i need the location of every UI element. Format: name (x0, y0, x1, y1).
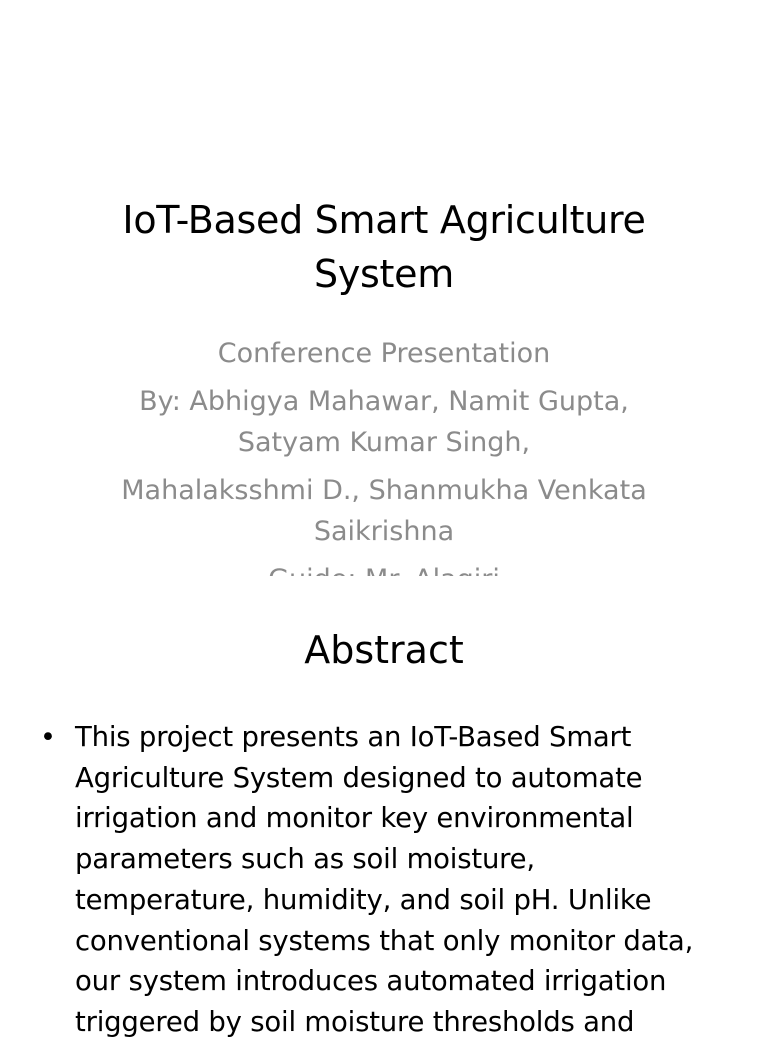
authors-line-2: Mahalaksshmi D., Shanmukha Venkata Saikrishna (121, 475, 647, 547)
subtitle-box (100, 333, 668, 576)
authors-line-1: By: Abhigya Mahawar, Namit Gupta, Satyam Kumar Singh, (139, 386, 629, 458)
bullet-icon: • (40, 722, 56, 753)
subtitle-line: Conference Presentation (217, 338, 551, 369)
slide-title: IoT-Based Smart Agriculture System (122, 198, 646, 296)
bullet-text: This project presents an IoT-Based Smart Agriculture System designed to automate irrigation and monitor key environmental parameters such as soil moisture, temperature, humidity, and soil pH. Unlike conventional systems that only monitor data, our system introduces automated irrigation triggered by soil moisture thresholds and (75, 721, 694, 1038)
abstract-slide (0, 576, 768, 1038)
abstract-heading: Abstract (304, 628, 464, 672)
